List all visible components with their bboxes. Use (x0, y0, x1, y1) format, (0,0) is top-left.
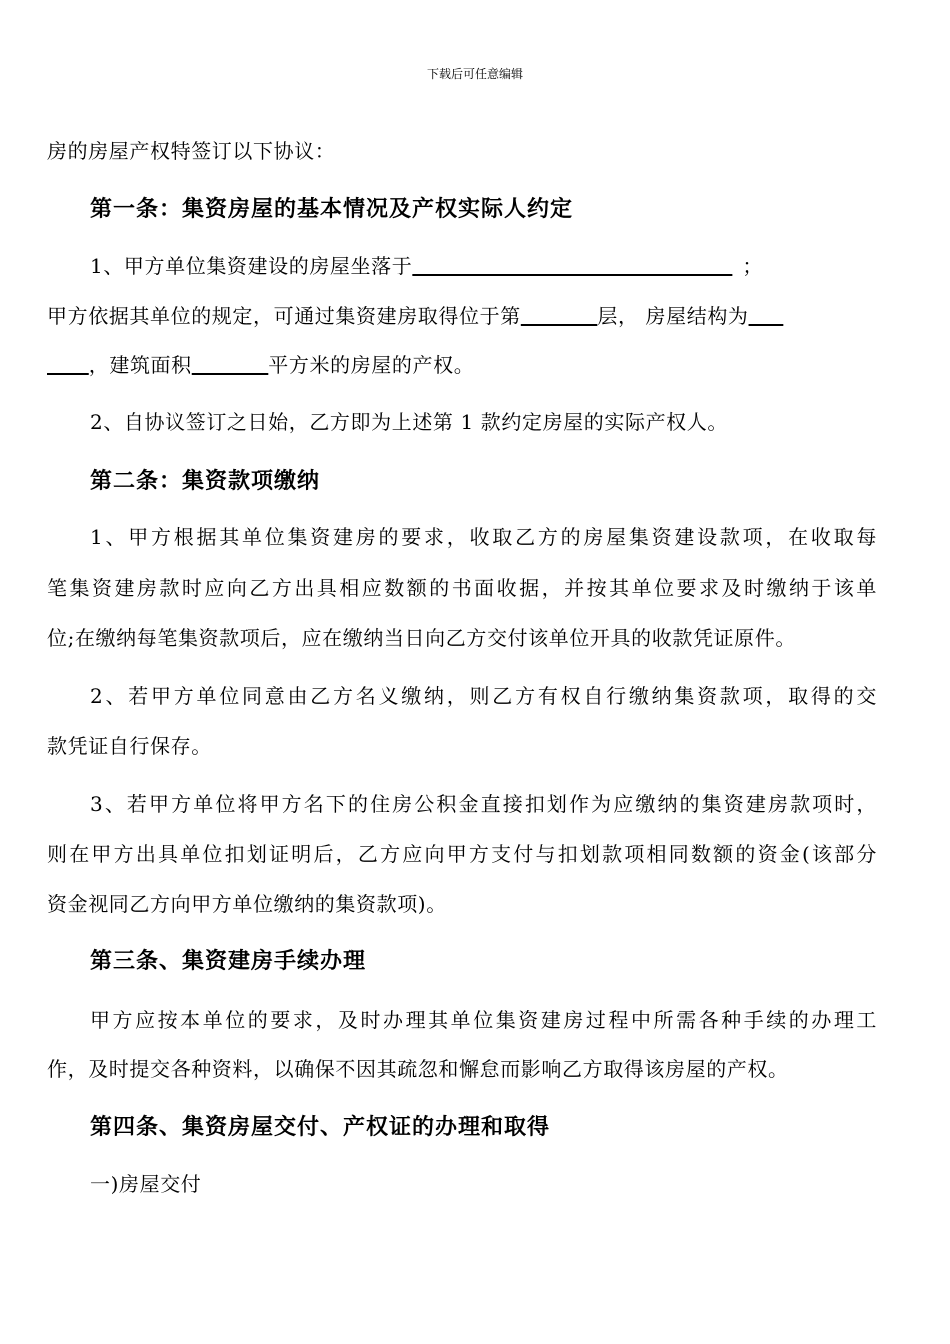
fill-blank-floor (521, 304, 598, 328)
article-4-heading: 第四条、集资房屋交付、产权证的办理和取得 (90, 1114, 551, 1140)
text-segment: 平方米的房屋的产权。 (268, 353, 475, 377)
paragraph-line: 款凭证自行保存。 (47, 734, 212, 758)
paragraph-line: 则在甲方出具单位扣划证明后，乙方应向甲方支付与扣划款项相同数额的资金(该部分 (47, 842, 877, 866)
fill-blank-location (412, 254, 732, 278)
paragraph-line: 位;在缴纳每笔集资款项后，应在缴纳当日向乙方交付该单位开具的收款凭证原件。 (47, 626, 796, 650)
paragraph-line: 一)房屋交付 (90, 1172, 202, 1196)
paragraph-line (47, 351, 877, 379)
fill-blank-area (192, 353, 269, 377)
paragraph-line (47, 302, 877, 330)
paragraph-line (90, 252, 877, 280)
paragraph-line: 1、甲方根据其单位集资建房的要求，收取乙方的房屋集资建设款项，在收取每 (90, 525, 877, 549)
text-segment: ，建筑面积 (88, 353, 192, 377)
article-2-heading: 第二条：集资款项缴纳 (90, 468, 321, 494)
text-segment: 1、甲方单位集资建设的房屋坐落于 (90, 254, 413, 278)
text-segment: 层， 房屋结构为 (597, 304, 749, 328)
paragraph-line: 资金视同乙方向甲方单位缴纳的集资款项)。 (47, 892, 447, 916)
article-1-heading: 第一条：集资房屋的基本情况及产权实际人约定 (90, 196, 574, 222)
paragraph-line: 2、自协议签订之日始，乙方即为上述第 1 款约定房屋的实际产权人。 (90, 410, 728, 434)
paragraph-line: 3、若甲方单位将甲方名下的住房公积金直接扣划作为应缴纳的集资建房款项时， (90, 792, 877, 816)
paragraph-line: 2、若甲方单位同意由乙方名义缴纳，则乙方有权自行缴纳集资款项，取得的交 (90, 684, 877, 708)
paragraph-line: 甲方应按本单位的要求，及时办理其单位集资建房过程中所需各种手续的办理工 (90, 1008, 877, 1032)
article-3-heading: 第三条、集资建房手续办理 (90, 948, 367, 974)
paragraph-line: 笔集资建房款时应向乙方出具相应数额的书面收据，并按其单位要求及时缴纳于该单 (47, 576, 877, 600)
fill-blank-structure-cont (47, 353, 89, 377)
paragraph-line: 房的房屋产权特签订以下协议： (47, 139, 336, 163)
paragraph-line: 作，及时提交各种资料，以确保不因其疏忽和懈怠而影响乙方取得该房屋的产权。 (47, 1057, 789, 1081)
fill-blank-structure (749, 304, 784, 328)
text-segment: ； (742, 254, 763, 278)
text-segment: 甲方依据其单位的规定，可通过集资建房取得位于第 (47, 304, 521, 328)
page-header: 下载后可任意编辑 (426, 67, 523, 81)
